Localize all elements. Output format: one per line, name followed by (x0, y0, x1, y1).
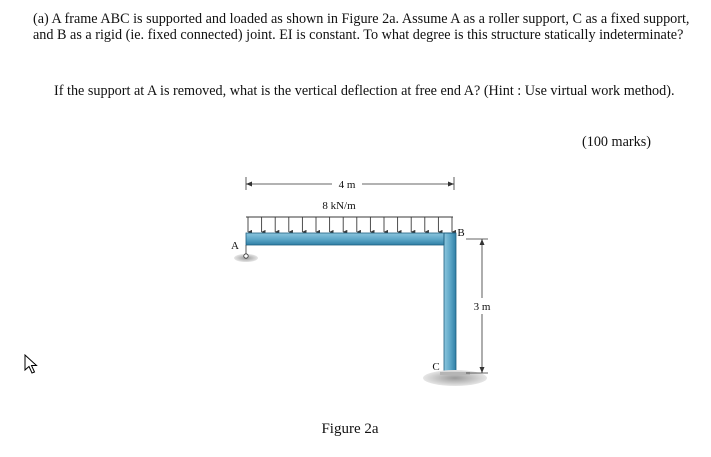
point-a-label: A (231, 240, 239, 252)
point-c-label: C (432, 361, 440, 373)
beam-ab (246, 233, 454, 245)
question-part-b: If the support at A is removed, what is the vertical deflection at free end A? (Hint : Use virtual work method). (54, 83, 675, 99)
height-dimension (466, 239, 491, 373)
span-label: 4 m (338, 179, 356, 191)
pointer-cursor-icon (24, 354, 40, 376)
point-b-label: B (457, 227, 465, 239)
span-dimension (246, 177, 454, 191)
distributed-load (246, 217, 453, 232)
height-label: 3 m (473, 301, 491, 313)
marks-label: (100 marks) (582, 134, 651, 150)
question-part-a: (a) A frame ABC is supported and loaded as shown in Figure 2a. Assume A as a roller support, C as a fixed support, and B as a rigid (ie. fixed connected) joint. EI is constant. To what degree is this structure statically indeterminate? (33, 11, 690, 43)
load-label: 8 kN/m (322, 200, 356, 212)
column-bc (444, 233, 456, 373)
figure-caption: Figure 2a (321, 421, 379, 437)
